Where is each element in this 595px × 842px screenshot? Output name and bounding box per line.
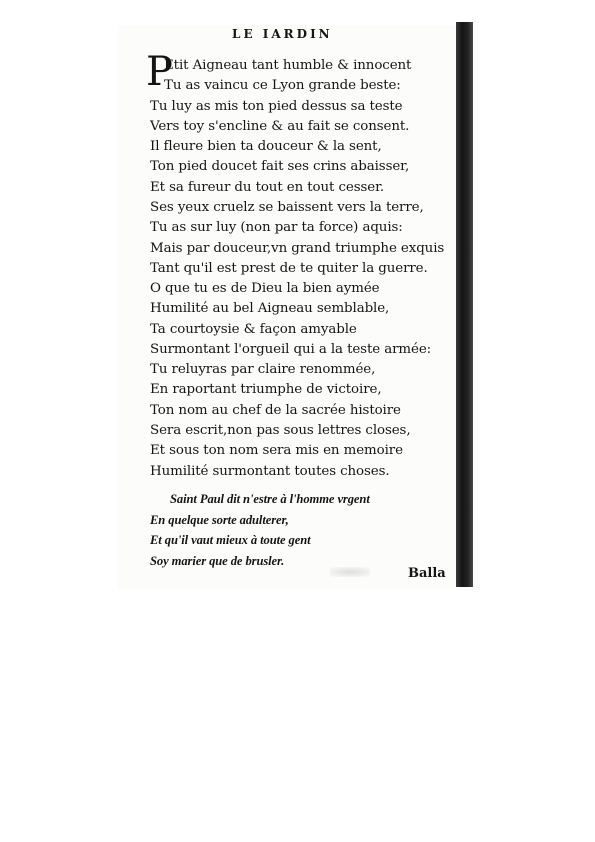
verse-line: Il fleure bien ta douceur & la sent, (150, 139, 382, 155)
drop-cap: P (146, 49, 173, 95)
verse-line: Ses yeux cruelz se baissent vers la terre, (150, 200, 424, 216)
verse-line: Ta courtoysie & façon amyable (150, 321, 357, 337)
running-head: LE IARDIN (232, 27, 333, 41)
verse-line: Soy marier que de brusler. (150, 553, 285, 568)
stanza-1 (150, 56, 444, 279)
verse-line: Etit Aigneau tant humble & innocent (164, 58, 412, 73)
verse-line: Sera escrit,non pas sous lettres closes, (150, 423, 411, 439)
verse-line: O que tu es de Dieu la bien aymée (150, 281, 380, 296)
verse-line: Et sa fureur du tout en tout cesser. (150, 179, 385, 195)
verse-line: Ton nom au chef de la sacrée histoire (150, 402, 401, 418)
verse-line: Tu as vaincu ce Lyon grande beste: (164, 78, 401, 94)
verse-line: Tant qu'il est prest de te quiter la guerre. (150, 260, 428, 276)
verse-line: Tu as sur luy (non par ta force) aquis: (150, 220, 403, 236)
stanza-2 (150, 279, 431, 482)
verse-line: Tu luy as mis ton pied dessus sa teste (150, 98, 403, 114)
stanza-3-italic (150, 489, 370, 571)
verse-line: Et qu'il vaut mieux à toute gent (150, 533, 311, 547)
catchword: Balla (408, 566, 446, 581)
verse-line: Mais par douceur,vn grand triumphe exquis (150, 240, 445, 256)
page-edge-shadow (456, 22, 473, 587)
verse-line: En raportant triumphe de victoire, (150, 382, 382, 398)
verse-line: Ton pied doucet fait ses crins abaisser, (150, 159, 410, 175)
verse-line: Tu reluyras par claire renommée, (150, 362, 376, 378)
verse-line: Saint Paul dit n'estre à l'homme vrgent (170, 492, 370, 506)
verse-line: Humilité surmontant toutes choses. (150, 463, 390, 479)
verse-line: Surmontant l'orgueil qui a la teste armée: (150, 341, 432, 357)
verse-line: Et sous ton nom sera mis en memoire (150, 443, 403, 459)
verse-line: En quelque sorte adulterer, (150, 512, 289, 527)
ink-smudge (330, 567, 370, 577)
verse-line: Vers toy s'encline & au fait se consent. (150, 118, 410, 134)
verse-line: Humilité au bel Aigneau semblable, (150, 301, 390, 317)
